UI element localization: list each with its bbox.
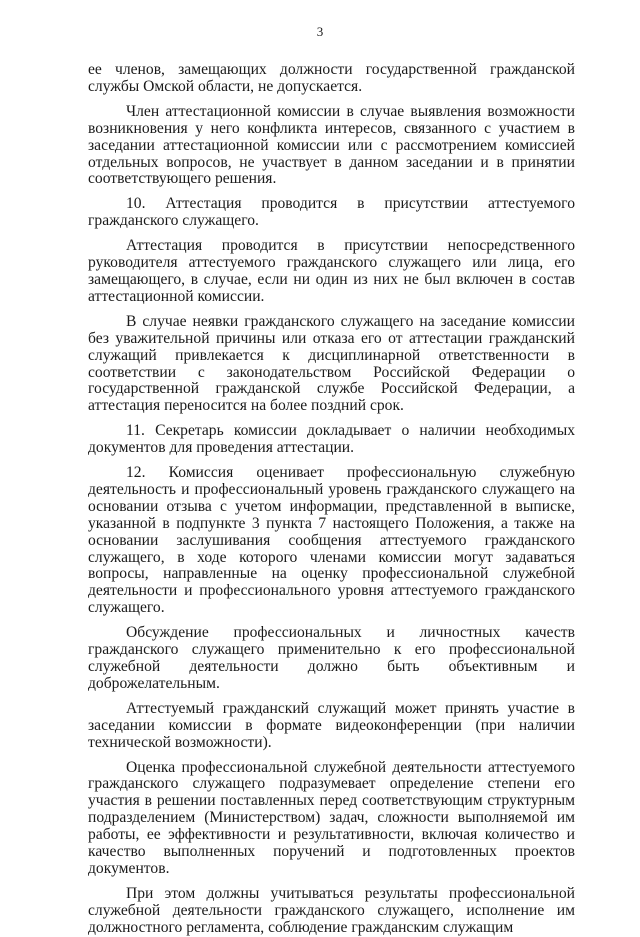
paragraph-supervisor-presence: Аттестация проводится в присутствии непосредственного руководителя аттестуемого гражданского служащего или лица, его замещающего, в случае, если ни один из них не был включен в состав аттестационной комиссии. [88,237,575,305]
paragraph-item-12: 12. Комиссия оценивает профессиональную служебную деятельность и профессиональный уровень гражданского служащего на основании отзыва с учетом информации, представленной в выписке, указанной в подпункте 3 пункта 7 настоящего Положения, а также на основании заслушивания сообщения аттестуемого гражданского служащего, в ходе которого членами комиссии могут задаваться вопросы, направленные на оценку профессиональной служебной деятельности и профессионального уровня аттестуемого гражданского служащего. [88,464,575,617]
paragraph-item-10: 10. Аттестация проводится в присутствии аттестуемого гражданского служащего. [88,195,575,230]
paragraph-results: При этом должны учитываться результаты профессиональной служебной деятельности гражданского служащего, исполнение им должностного регламента, соблюдение гражданским служащим [88,884,575,936]
document-body [88,62,575,937]
paragraph-continuation: ее членов, замещающих должности государственной гражданской службы Омской области, не допускается. [88,61,575,95]
paragraph-evaluation: Оценка профессиональной служебной деятельности аттестуемого гражданского служащего подразумевает определение степени его участия в решении поставленных перед соответствующим структурным подразделением (Министерством) задач, сложности выполняемой им работы, ее эффективности и результативности, включая количество и качество выполненных поручений и подготовленных проектов документов. [88,758,575,877]
paragraph-conflict-of-interest: Член аттестационной комиссии в случае выявления возможности возникновения у него конфликта интересов, связанного с участием в заседании аттестационной комиссии или с рассмотрением комиссией отдельных вопросов, не участвует в данном заседании и в принятии соответствующего решения. [88,102,575,188]
page-number: 3 [316,24,324,39]
paragraph-discussion: Обсуждение профессиональных и личностных качеств гражданского служащего применительно к его профессиональной служебной деятельности должно быть объективным и доброжелательным. [88,624,575,692]
paragraph-item-11: 11. Секретарь комиссии докладывает о наличии необходимых документов для проведения аттестации. [88,422,575,457]
paragraph-absence: В случае неявки гражданского служащего на заседание комиссии без уважительной причины или отказа его от аттестации гражданский служащий привлекается к дисциплинарной ответственности в соответствии с законодательством Российской Федерации о государственной гражданской службе Российской Федерации, а аттестация переносится на более поздний срок. [88,312,575,415]
paragraph-videoconference: Аттестуемый гражданский служащий может принять участие в заседании комиссии в формате видеоконференции (при наличии технической возможности). [88,699,575,751]
